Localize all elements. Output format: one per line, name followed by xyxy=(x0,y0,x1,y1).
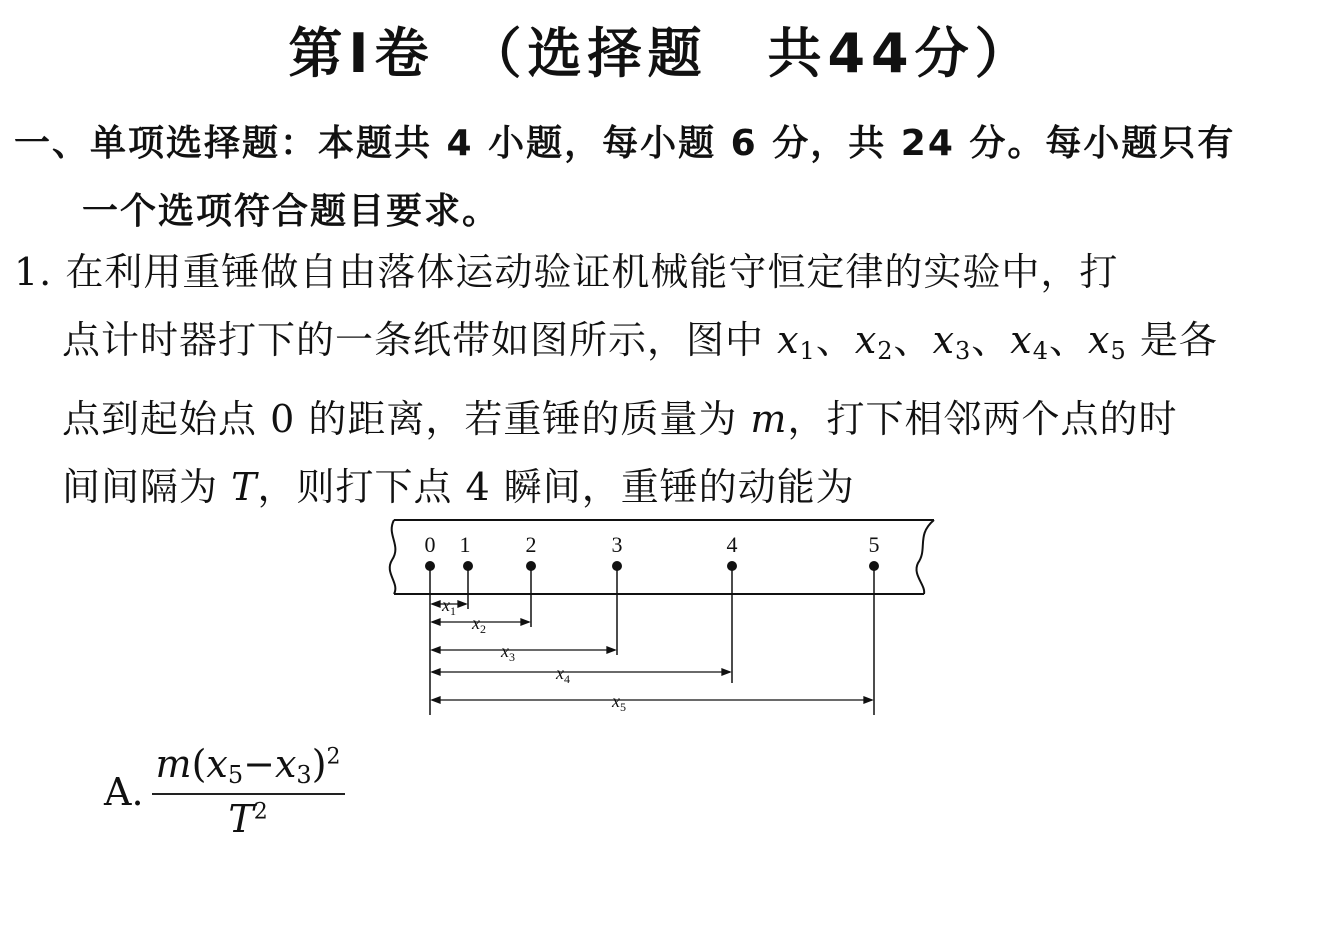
var-m: m xyxy=(750,397,788,441)
section-heading-line2: 一个选项符合题目要求。 xyxy=(82,191,501,232)
point-label-5: 5 xyxy=(868,532,880,557)
option-a-numerator: $m(x_5-x_3)^2$ xyxy=(152,742,345,795)
paper-tape-figure xyxy=(386,515,946,725)
paper-tape xyxy=(390,520,934,594)
var-x5: $x_5$ xyxy=(1088,318,1127,365)
point-label-1: 1 xyxy=(459,532,471,557)
distance-label-x4: $x_4$ xyxy=(556,663,570,686)
option-a-label: A. xyxy=(104,769,144,814)
option-a-denominator: $T^2$ xyxy=(228,797,268,841)
question-line3-text: 点到起始点 0 的距离，若重锤的质量为 xyxy=(62,397,751,441)
var-x1: $x_1$ xyxy=(777,318,816,365)
distance-label-x2: $x_2$ xyxy=(472,613,486,636)
question-line2-text: 点计时器打下的一条纸带如图所示，图中 xyxy=(62,318,778,362)
option-a[interactable] xyxy=(104,742,345,841)
var-T: T xyxy=(231,465,258,509)
tape-points xyxy=(425,561,879,571)
distance-label-x1: $x_1$ xyxy=(442,595,456,618)
question-1 xyxy=(14,238,1314,521)
point-label-2: 2 xyxy=(525,532,537,557)
separator: 、 xyxy=(815,318,855,362)
separator: 、 xyxy=(1049,318,1089,362)
var-x3: $x_3$ xyxy=(932,318,972,365)
question-line1: 在利用重锤做自由落体运动验证机械能守恒定律的实验中，打 xyxy=(65,250,1119,294)
point-label-4: 4 xyxy=(726,532,738,557)
section-heading xyxy=(14,110,1314,246)
option-a-fraction xyxy=(152,742,345,841)
question-line4-end: ，则打下点 4 瞬间，重锤的动能为 xyxy=(257,465,855,509)
separator: 、 xyxy=(893,318,933,362)
page-title: 第Ⅰ卷 （选择题 共44分） xyxy=(288,22,1035,85)
separator: 、 xyxy=(971,318,1011,362)
var-x2: $x_2$ xyxy=(854,318,894,365)
point-label-0: 0 xyxy=(424,532,436,557)
distance-label-x3: $x_3$ xyxy=(501,641,515,664)
section-heading-line1: 一、单项选择题：本题共 4 小题，每小题 6 分，共 24 分。每小题只有 xyxy=(14,123,1236,164)
question-line4-text: 间间隔为 xyxy=(62,465,232,509)
question-number: 1. xyxy=(14,250,53,294)
distance-label-x5: $x_5$ xyxy=(612,691,626,714)
point-label-3: 3 xyxy=(611,532,623,557)
question-line3-end: ，打下相邻两个点的时 xyxy=(787,397,1178,441)
question-line2-end: 是各 xyxy=(1139,318,1218,362)
var-x4: $x_4$ xyxy=(1010,318,1050,365)
